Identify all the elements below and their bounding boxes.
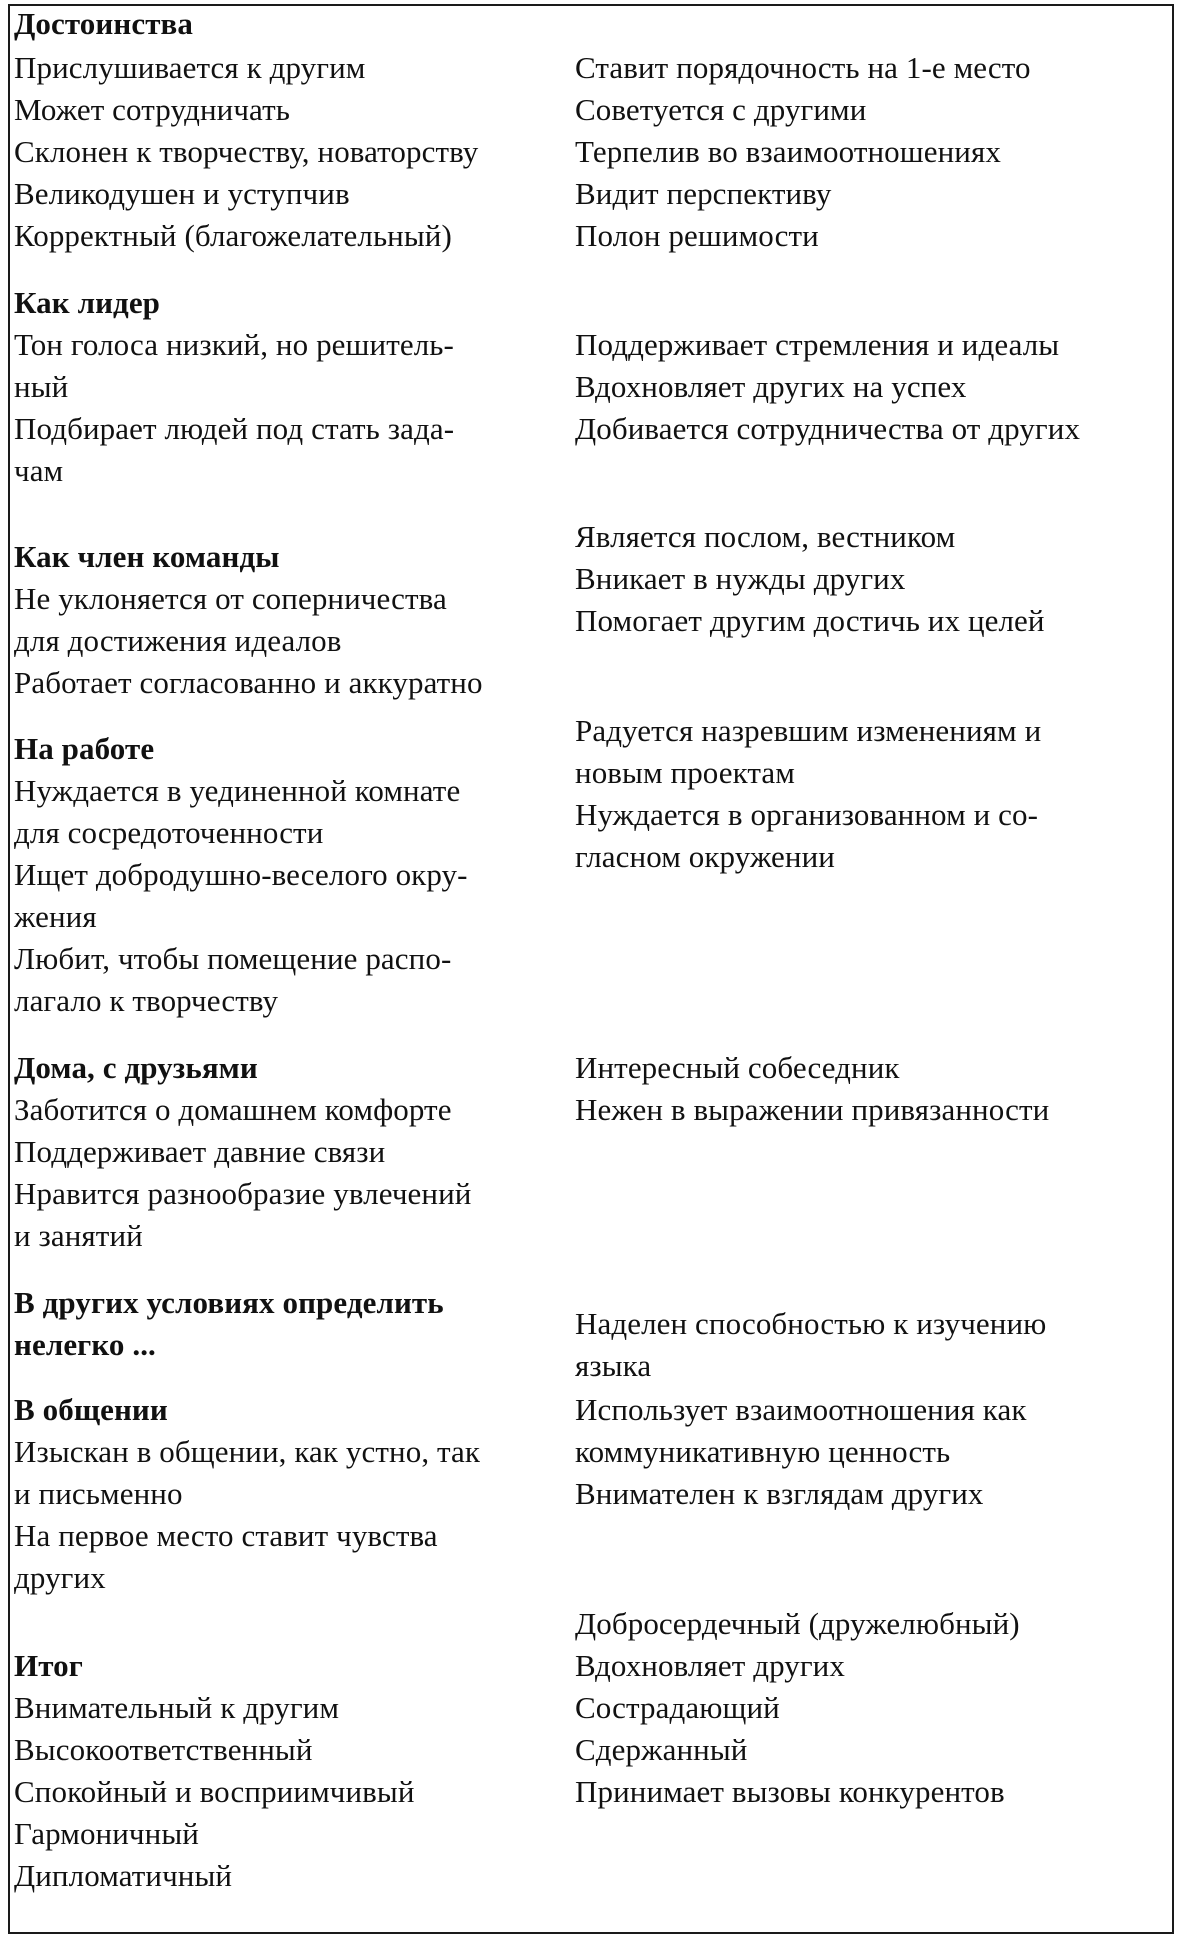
right-item: Принимает вызовы конкурентов: [575, 1774, 1005, 1809]
left-item: Заботится о домашнем комфорте: [14, 1092, 452, 1127]
left-item: Гармоничный: [14, 1816, 199, 1851]
section-heading: В общении: [14, 1392, 168, 1427]
left-item: Работает согласованно и аккуратно: [14, 665, 483, 700]
right-item: языка: [575, 1348, 652, 1383]
right-item: Сострадающий: [575, 1690, 780, 1725]
right-item: Добивается сотрудничества от других: [575, 411, 1081, 446]
left-item: Спокойный и восприимчивый: [14, 1774, 415, 1809]
left-item: других: [14, 1560, 106, 1595]
left-item: Подбирает людей под стать зада-: [14, 411, 455, 446]
left-item: Поддерживает давние связи: [14, 1134, 386, 1169]
left-item: Дипломатичный: [14, 1858, 233, 1893]
right-item: Использует взаимоотношения как: [575, 1392, 1027, 1427]
left-item: лагало к творчеству: [14, 983, 279, 1018]
right-item: Терпелив во взаимоотношениях: [575, 134, 1001, 169]
section-heading: Дома, с друзьями: [14, 1050, 258, 1085]
right-item: Сдержанный: [575, 1732, 748, 1767]
right-item: Доброcердечный (дружелюбный): [575, 1606, 1020, 1641]
left-item: Тон голоса низкий, но решитель-: [14, 327, 454, 362]
section-heading: нелегко ...: [14, 1327, 156, 1362]
left-item: Великодушен и уступчив: [14, 176, 350, 211]
right-item: Радуется назревшим изменениям и: [575, 713, 1042, 748]
right-item: Интересный собеседник: [575, 1050, 900, 1085]
left-item: Корректный (благожелательный): [14, 218, 452, 253]
left-item: Может сотрудничать: [14, 92, 290, 127]
left-item: чам: [14, 453, 64, 488]
section-heading: На работе: [14, 731, 155, 766]
left-item: Высокоответственный: [14, 1732, 313, 1767]
section-heading: Итог: [14, 1648, 83, 1683]
right-item: Наделен способностью к изучению: [575, 1306, 1047, 1341]
section-heading: Как член команды: [14, 539, 280, 574]
left-item: Любит, чтобы помещение распо-: [14, 941, 452, 976]
right-item: Ставит порядочность на 1-е место: [575, 50, 1031, 85]
right-item: Помогает другим достичь их целей: [575, 603, 1045, 638]
left-item: Ищет добродушно-веселого окру-: [14, 857, 468, 892]
left-item: Внимательный к другим: [14, 1690, 340, 1725]
left-item: и занятий: [14, 1218, 143, 1253]
left-item: Нуждается в уединенной комнате: [14, 773, 461, 808]
left-item: Нравится разнообразие увлечений: [14, 1176, 472, 1211]
left-item: ный: [14, 369, 69, 404]
section-heading: Достоинства: [14, 6, 193, 41]
section-heading: В других условиях определить: [14, 1285, 444, 1320]
left-item: Не уклоняется от соперничества: [14, 581, 447, 616]
left-item: для достижения идеалов: [14, 623, 342, 658]
left-item: Склонен к творчеству, новаторству: [14, 134, 479, 169]
left-item: Изыскан в общении, как устно, так: [14, 1434, 481, 1469]
left-item: жения: [14, 899, 97, 934]
left-item: и письменно: [14, 1476, 183, 1511]
right-item: Внимателен к взглядам других: [575, 1476, 984, 1511]
right-item: Поддерживает стремления и идеалы: [575, 327, 1060, 362]
right-item: Нуждается в организованном и со-: [575, 797, 1039, 832]
section-heading: Как лидер: [14, 285, 161, 320]
right-item: новым проектам: [575, 755, 796, 790]
right-item: Полон решимости: [575, 218, 819, 253]
left-item: Прислушивается к другим: [14, 50, 366, 85]
right-item: Советуется с другими: [575, 92, 867, 127]
right-item: коммуникативную ценность: [575, 1434, 951, 1469]
right-item: Вдохновляет других на успех: [575, 369, 967, 404]
right-item: гласном окружении: [575, 839, 835, 874]
right-item: Вдохновляет других: [575, 1648, 845, 1683]
left-item: для сосредоточенности: [14, 815, 324, 850]
left-item: На первое место ставит чувства: [14, 1518, 438, 1553]
right-item: Нежен в выражении привязанности: [575, 1092, 1050, 1127]
right-item: Видит перспективу: [575, 176, 832, 211]
right-item: Является послом, вестником: [575, 519, 956, 554]
right-item: Вникает в нужды других: [575, 561, 906, 596]
